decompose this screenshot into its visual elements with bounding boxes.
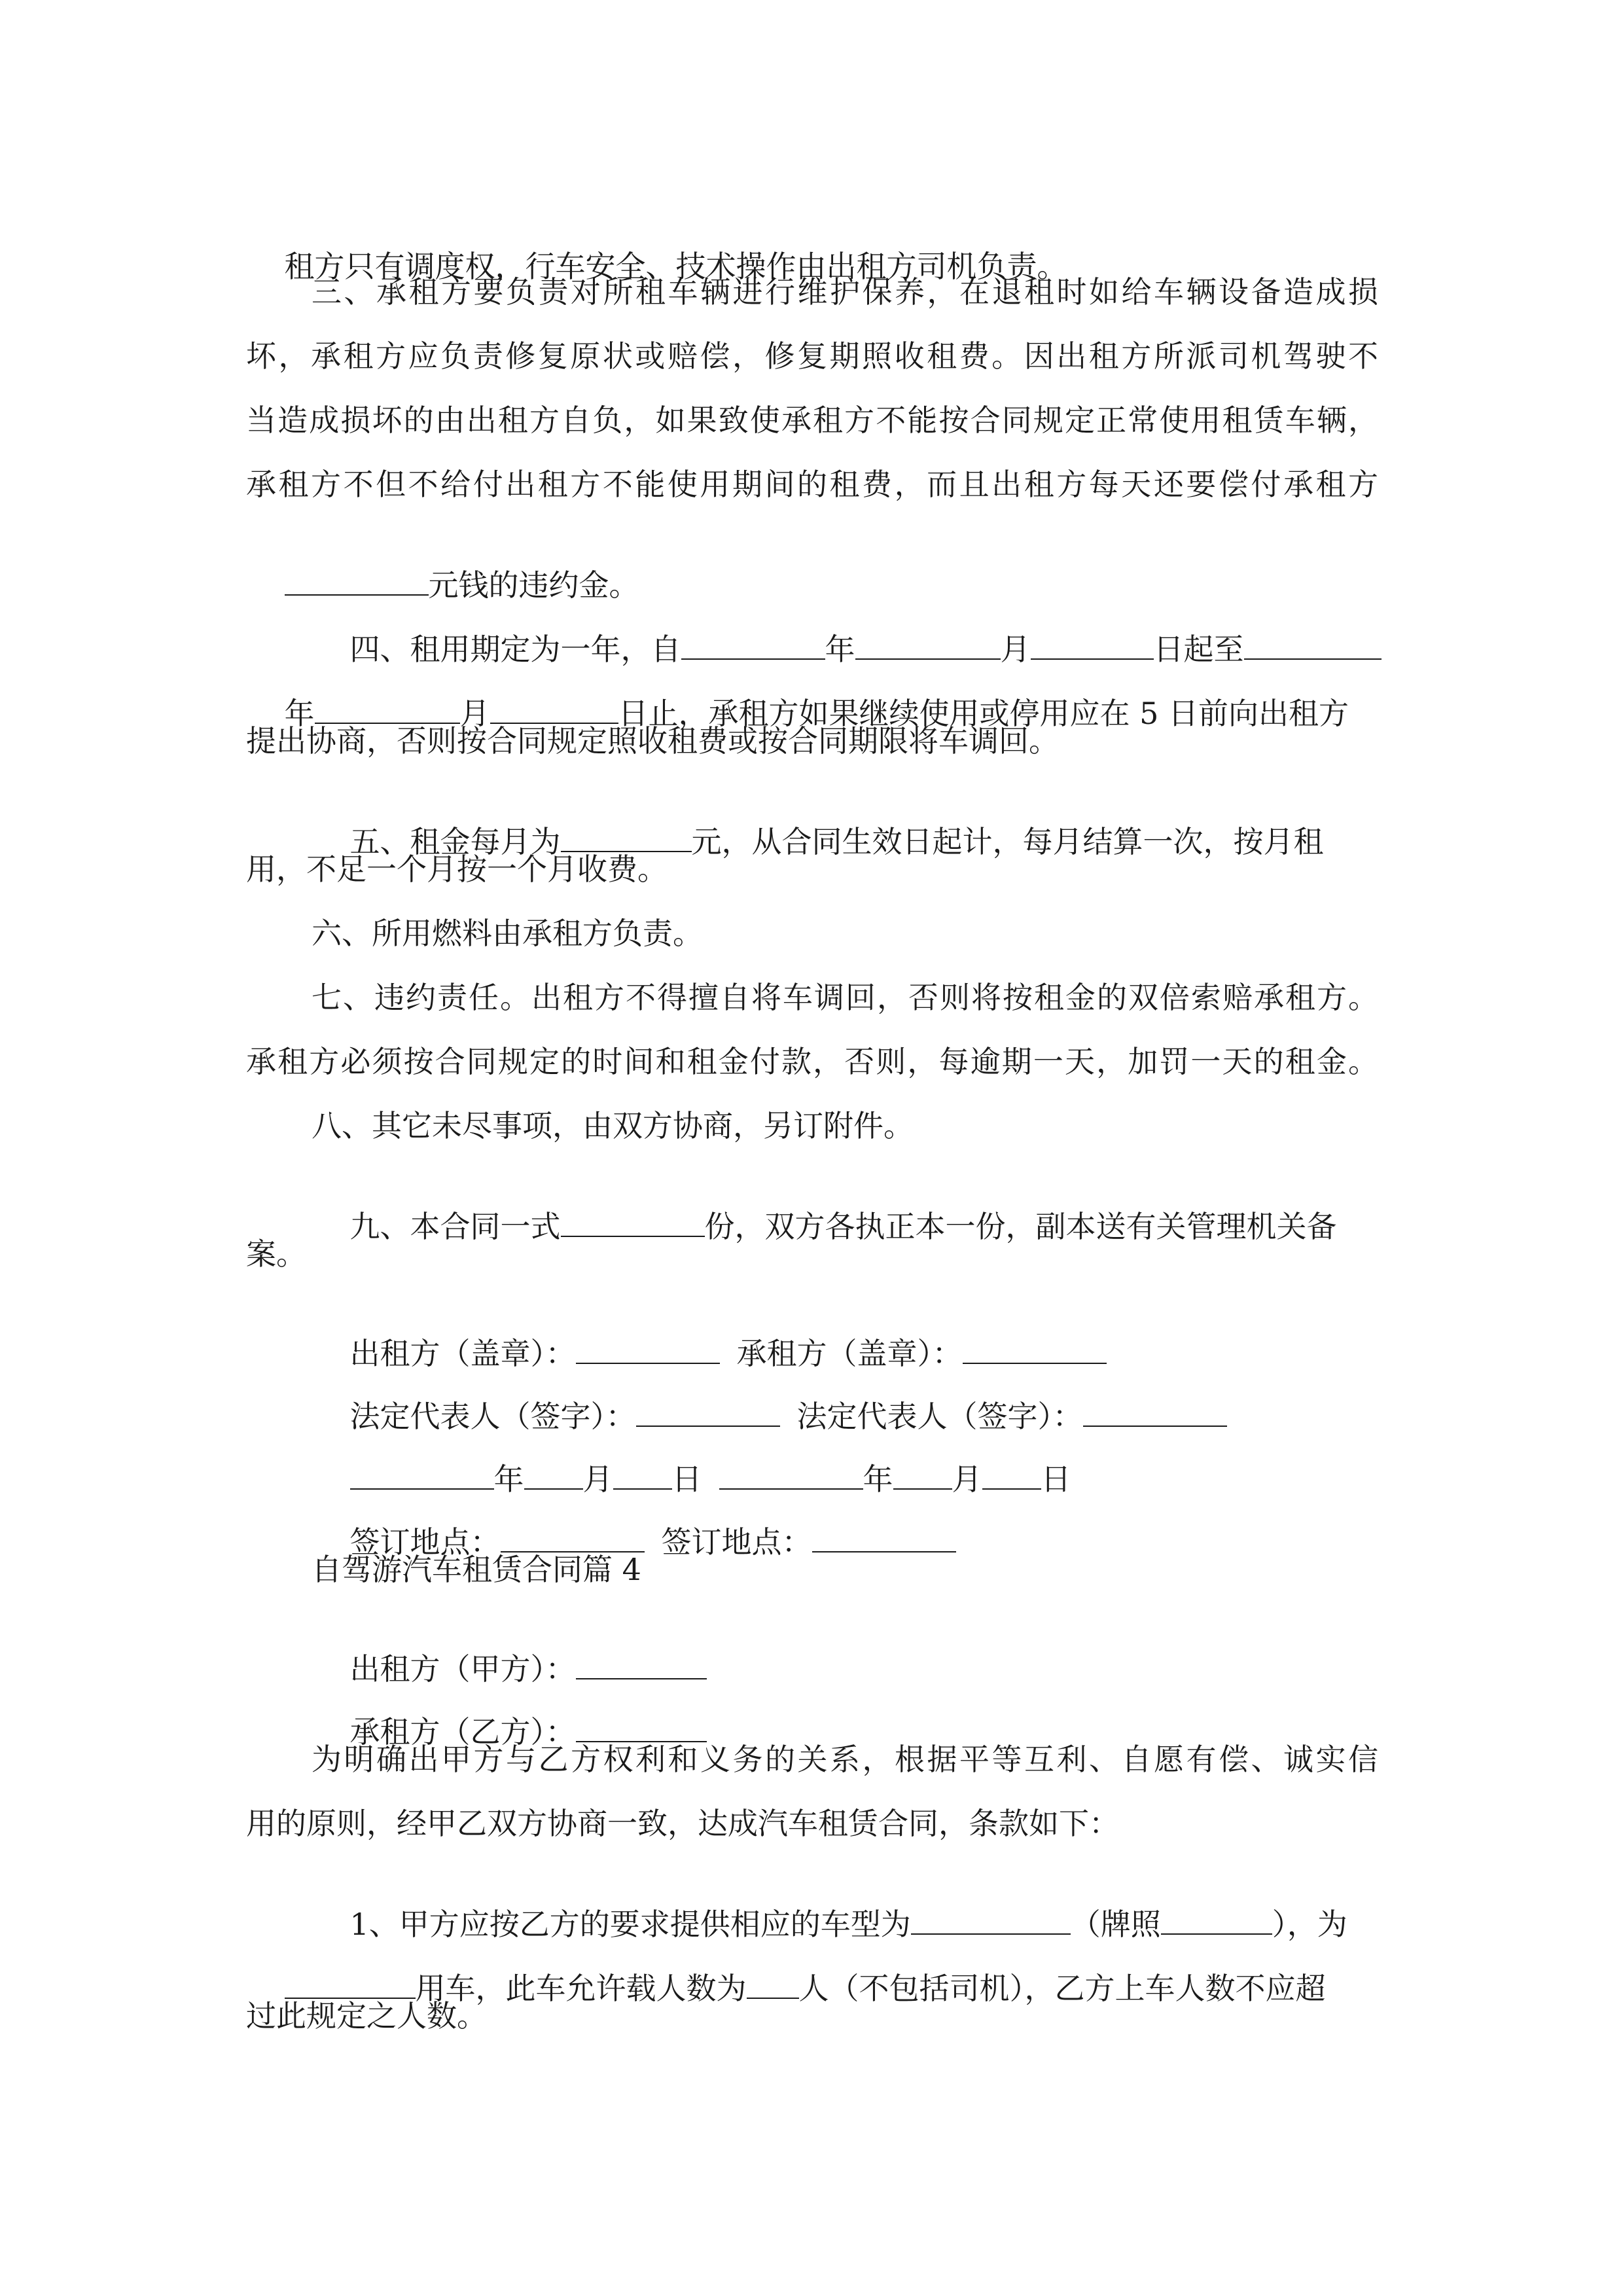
- clause-5-line-2: 用，不足一个月按一个月收费。: [246, 852, 668, 887]
- clause-3-line-4: 承租方不但不给付出租方不能使用期间的租费，而且出租方每天还要偿付承租方: [246, 467, 1378, 502]
- section-title: 自驾游汽车租赁合同篇 4: [312, 1552, 641, 1587]
- clause-3-line-3: 当造成损坏的由出租方自负，如果致使承租方不能按合同规定正常使用租赁车辆，: [246, 403, 1378, 438]
- clause-4-line-1: 四、租用期定为一年，自 年 月 日起至: [312, 594, 1378, 631]
- clause-3-line-1: 三、承租方要负责对所租车辆进行维护保养，在退租时如给车辆设备造成损: [312, 274, 1378, 310]
- clause-8: 八、其它未尽事项，由双方协商，另订附件。: [312, 1108, 914, 1143]
- place-line: 签订地点： 签订地点：: [312, 1487, 1378, 1524]
- clause-3-line-5: 元钱的违约金。: [246, 530, 1378, 567]
- clause-9-line-1: 九、本合同一式 份，双方各执正本一份，副本送有关管理机关备: [349, 1209, 1337, 1244]
- term-1-line-3: 过此规定之人数。: [246, 1998, 487, 2034]
- intro-line-2: 用的原则，经甲乙双方协商一致，达成汽车租赁合同，条款如下：: [246, 1806, 1119, 1841]
- intro-line-1: 为明确出甲方与乙方权利和义务的关系，根据平等互利、自愿有偿、诚实信: [312, 1742, 1378, 1777]
- clause-9-line-2: 案。: [246, 1236, 306, 1272]
- term-1-line-1: 1、甲方应按乙方的要求提供相应的车型为 （牌照 ），为: [349, 1907, 1347, 1942]
- paragraph-line: 租方只有调度权，行车安全、技术操作由出租方司机负责。: [284, 249, 1067, 284]
- clause-5-line-1: 五、租金每月为 元，从合同生效日起计，每月结算一次，按月租: [349, 824, 1324, 859]
- clause-4-line-3: 提出协商，否则按合同规定照收租费或按合同期限将车调回。: [246, 723, 1059, 759]
- date-line: 年 月 日 年 月 日: [312, 1424, 1378, 1461]
- lessee-line: 承租方（乙方）：: [312, 1677, 1378, 1713]
- clause-7-line-1: 七、违约责任。出租方不得擅自将车调回，否则将按租金的双倍索赔承租方。: [312, 980, 1378, 1015]
- clause-6: 六、所用燃料由承租方负责。: [312, 916, 703, 951]
- clause-7-line-2: 承租方必须按合同规定的时间和租金付款，否则，每逾期一天，加罚一天的租金。: [246, 1044, 1378, 1079]
- lessor-line: 出租方（甲方）：: [312, 1614, 1378, 1651]
- seal-line: 出租方（盖章）： 承租方（盖章）：: [312, 1299, 1378, 1335]
- clause-3-line-2: 坏，承租方应负责修复原状或赔偿，修复期照收租费。因出租方所派司机驾驶不: [246, 338, 1378, 374]
- term-1-line-2: 用车，此车允许载人数为 人（不包括司机），乙方上车人数不应超: [246, 1933, 1378, 1970]
- representative-line: 法定代表人（签字）： 法定代表人（签字）：: [312, 1361, 1378, 1398]
- clause-4-line-2: 年 月 日止，承租方如果继续使用或停用应在 5 日前向出租方: [284, 696, 1349, 731]
